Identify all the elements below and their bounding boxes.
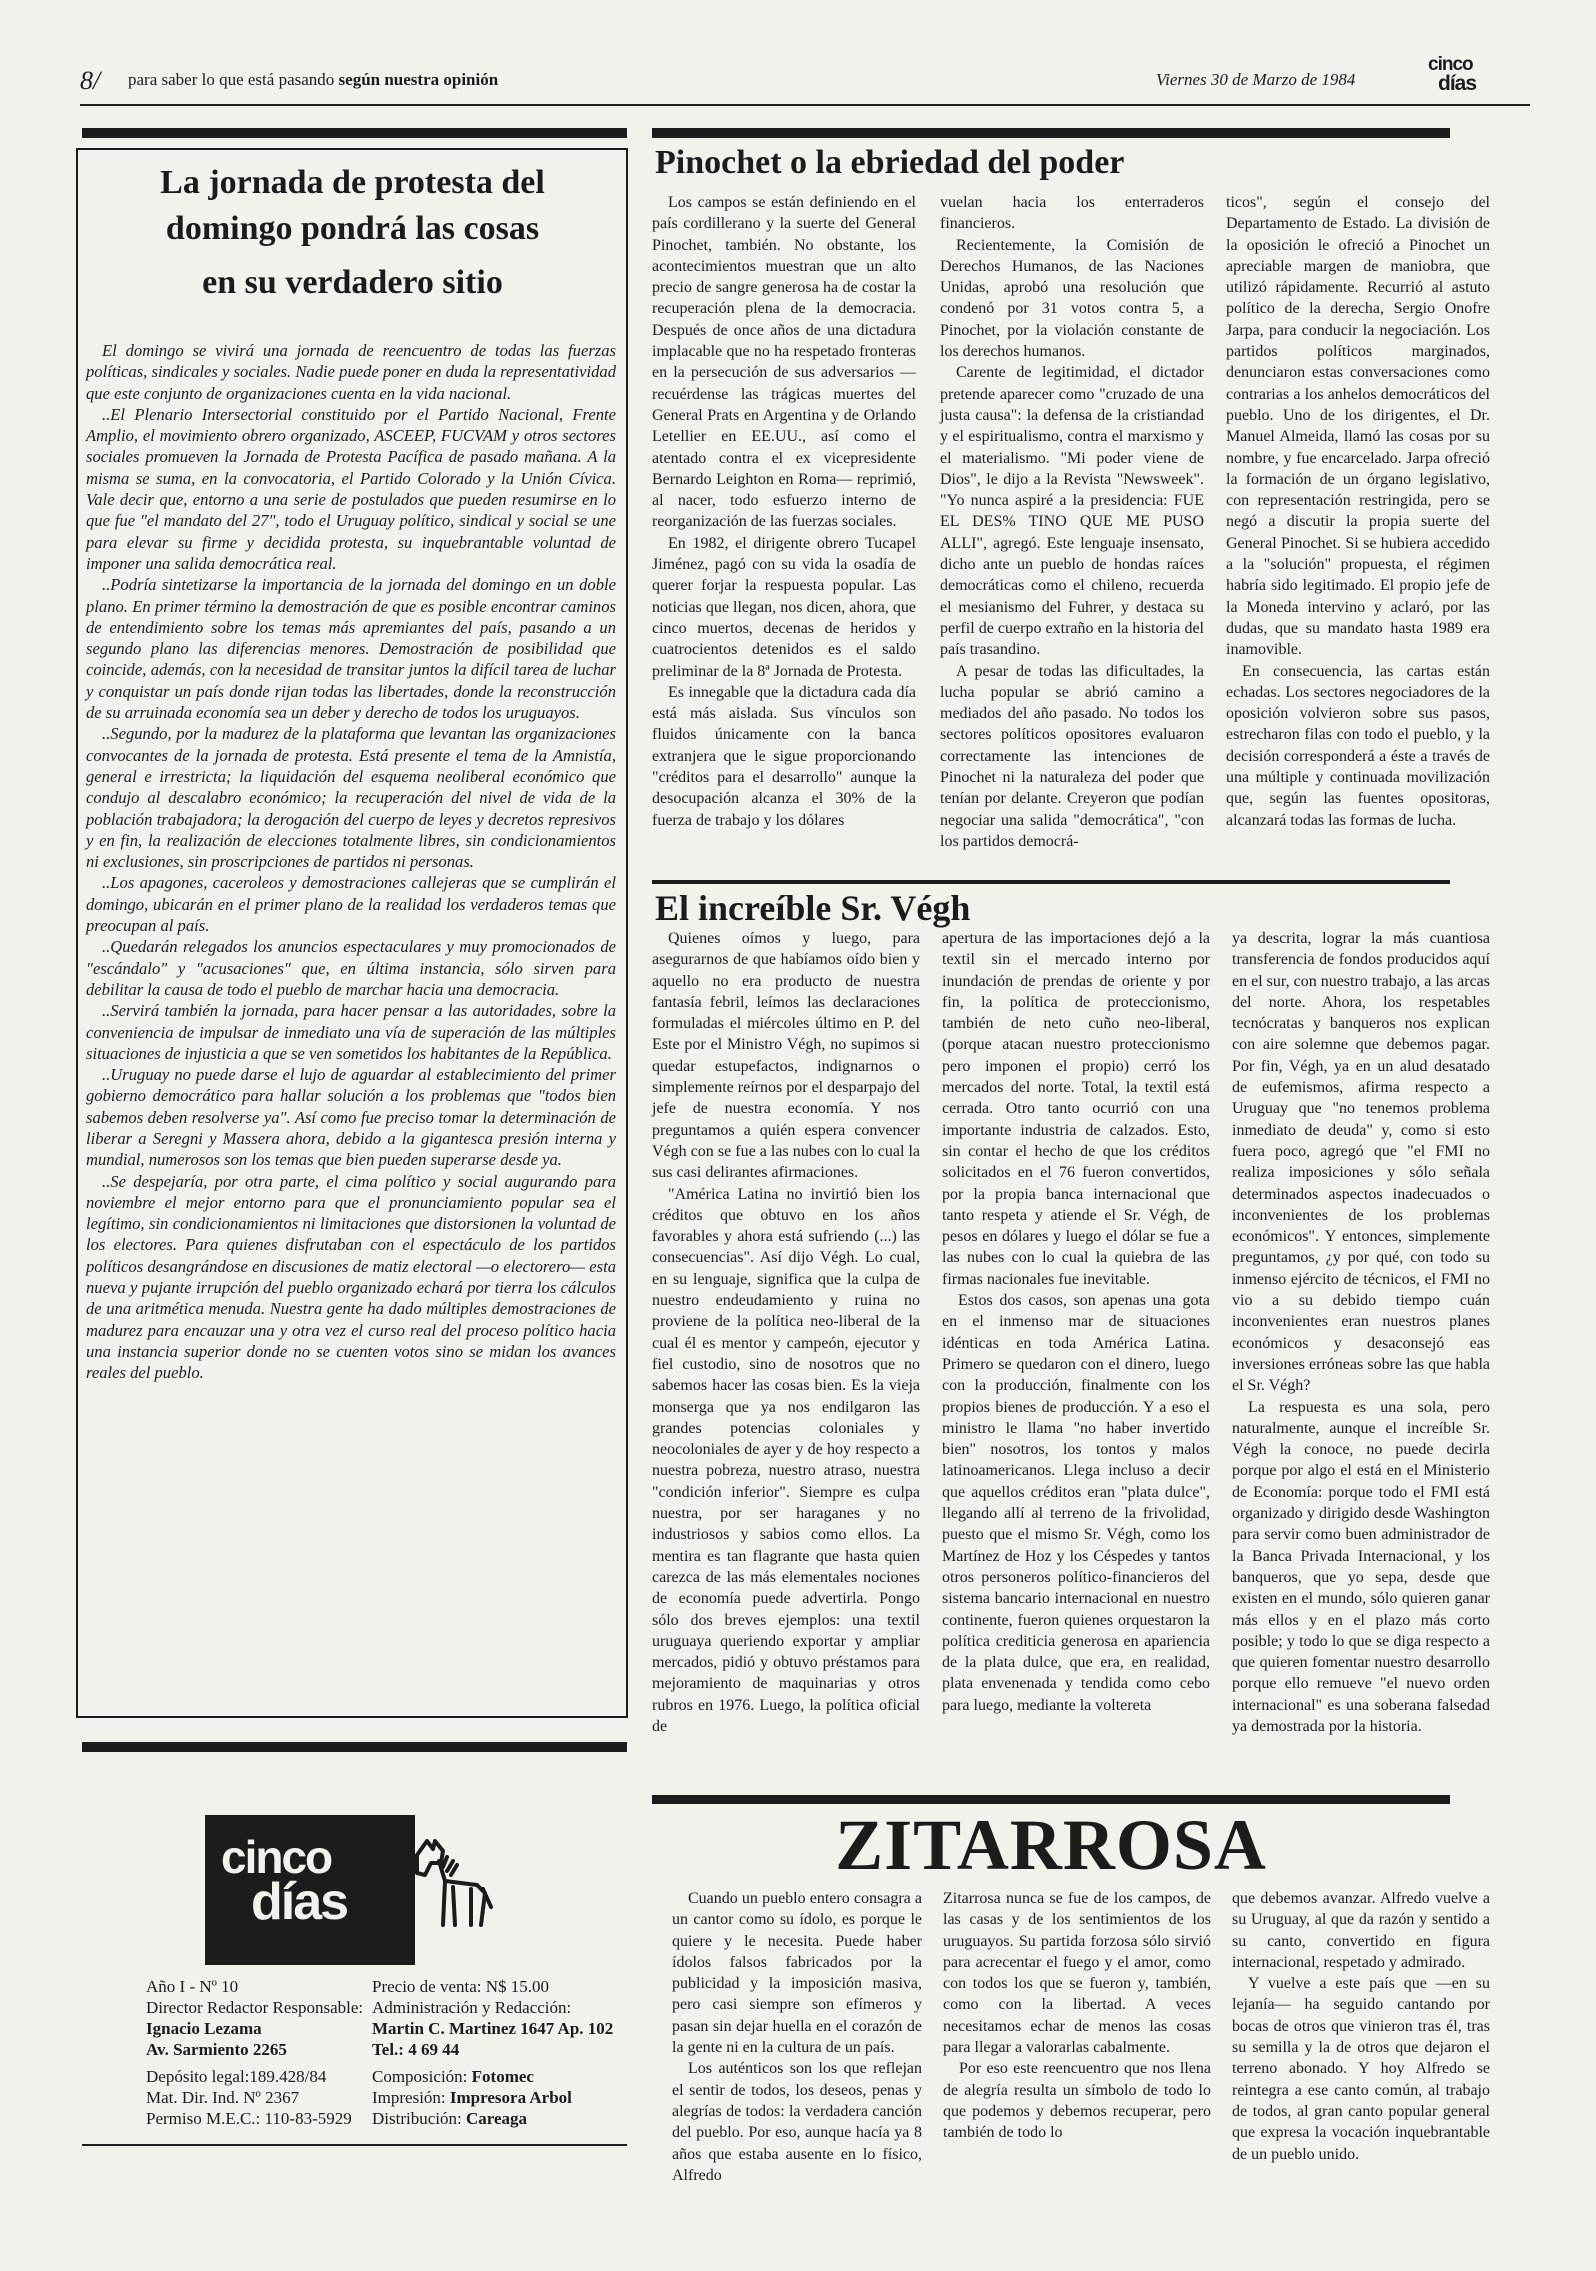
telephone: Tel.: 4 69 44 [372, 2040, 460, 2059]
zitarrosa-headline: ZITARROSA [835, 1805, 1267, 1885]
column-paragraph: En 1982, el dirigente obrero Tucapel Jiménez, pagó con su vida la osadía de querer forjar la respuesta popular. Las noticias que llegan, nos dicen, ahora, que cinco muertos, decenas de heridos y cuatrocientos detenidos es el saldo preliminar de la 8ª Jornada de Protesta. [652, 534, 916, 680]
composicion-value: Fotomec [471, 2067, 534, 2086]
column-paragraph: ya descrita, lograr la más cuantiosa transferencia de fondos producidos aquí en el sur, con nuestro trabajo, a las arcas del norte. Ahora, los respetables tecnócratas y banqueros nos explican con aire solemne que debemos pagar. Por fin, Végh, ya en un alud desatado de eufemismos, afirma respecto a Uruguay que "no tenemos problema inmediato de deuda" y, como si esto fuera poco, agregó que "el FMI no realiza imposiciones y sólo señala determinados aspectos inadecuados o inconvenientes de los problemas económicos". Y entonces, simplemente preguntamos, ¿y por qué, con todo su inmenso ejército de técnicos, el FMI no vio a su debido tiempo cuán inconvenientes eran nuestros planes económicos y desaconsejó eas inversiones erróneas sobre las que habla el Sr. Végh? [1232, 930, 1490, 1395]
horse-icon [395, 1815, 505, 1965]
column-paragraph: Es innegable que la dictadura cada día está más aislada. Sus vínculos son fluidos únicamente con la banca extranjera que le sigue proporcionando "créditos para el desarrollo" aunque la desocupación alcanza el 30% de la fuerza de trabajo y los dólares [652, 683, 916, 829]
composicion [372, 2066, 627, 2087]
pinochet-top-bar [652, 128, 1450, 138]
column-paragraph: A pesar de todas las dificultades, la lucha popular se abrió camino a mediados del año pasado. No todos los sectores políticos opositores evaluaron correctamente las intenciones de Pinochet ni la naturaleza del poder que tenían por delante. Creyeron que podían negociar una salida "democrática", "con los partidos democrá- [940, 662, 1204, 850]
pinochet-bottom-rule [652, 880, 1450, 884]
editorial-paragraph: ..Los apagones, caceroleos y demostraciones callejeras que se cumplirán el domingo, ubicarán en el primer plano de la realidad los verdaderos temas que preocupan al país. [86, 873, 616, 936]
tagline-bold: según nuestra opinión [338, 70, 499, 89]
year-number: Año I - Nº 10 [146, 1977, 239, 1996]
director-label: Director Redactor Responsable: [146, 1998, 364, 2017]
masthead-logo-bottom: días [1438, 72, 1477, 95]
logo-word-bottom: días [251, 1873, 348, 1931]
editorial-paragraph: ..El Plenario Intersectorial constituido por el Partido Nacional, Frente Amplio, el movimiento obrero organizado, ASCEEP, FUCVAM y otros sectores sociales promueven la Jornada de Protesta Pacífica de pasado mañana. A la misma se suma, en la convocatoria, el Partido Colorado y la Unión Cívica. Vale decir que, entorno a una serie de postulados que pueden resumirse en lo que fue "el mandato del 27", todo el Uruguay político, sindical y social se une para elevar su firme y decidida protesta, su inquebrantable voluntad de imponer una salida democrática real. [86, 404, 616, 573]
impresion-value: Impresora Arbol [449, 2088, 572, 2107]
masthead-logo-top: cinco [1428, 54, 1473, 75]
vegh-column-3 [1232, 928, 1490, 1737]
column-paragraph: ticos", según el consejo del Departamento de Estado. La división de la oposición le ofreció a Pinochet un apreciable margen de maniobra, que utilizó rápidamente. Recurrió al astuto político de la derecha, Sergio Onofre Jarpa, para conducir la negociación. Los partidos políticos marginados, denunciaron estas conversaciones como contrarias a los anhelos democráticos del pueblo. Uno de los dirigentes, el Dr. Manuel Almeida, llamó las cosas por su nombre, y fue encarcelado. Jarpa ofreció la formación de un órgano legislativo, con representación restringida, pero se negó a discutir la propia suerte del General Pinochet. Si se hubiera accedido a la "solución" propuesta, el régimen habría sido legitimado. El propio jefe de la Moneda intervino y aclaró, por las dudas, que su mandato hasta 1989 era inamovible. [1226, 194, 1490, 659]
masthead-logo [1428, 56, 1508, 96]
editorial-paragraph: ..Podría sintetizarse la importancia de la jornada del domingo en un doble plano. En primer término la demostración de que es posible encontrar caminos de entendimiento sobre los temas más apremiantes del país, pasando a un segundo plano las diferencias menores. Demostración de posibilidad que coincide, además, con la necesidad de transitar juntos la difícil tarea de luchar y conquistar un país donde rijan todas las libertades, donde la reconstrucción de su arruinada economía sea un deber y derecho de todos los uruguayos. [86, 575, 616, 723]
admin-label: Administración y Redacción: [372, 1998, 572, 2017]
column-paragraph: Recientemente, la Comisión de Derechos Humanos, de las Naciones Unidas, aprobó una resolución que condenó por 31 votos contra 5, a Pinochet, por la violación constante de los derechos humanos. [940, 236, 1204, 361]
vegh-column-1 [652, 928, 920, 1737]
zitarrosa-column-3 [1232, 1888, 1490, 2165]
zitarrosa-column-1 [672, 1888, 922, 2186]
editorial-headline-line-2: domingo pondrá las cosas [165, 210, 540, 247]
permiso: Permiso M.E.C.: 110-83-5929 [146, 2109, 352, 2128]
masthead-rule [80, 104, 1530, 106]
column-paragraph: Cuando un pueblo entero consagra a un cantor como su ídolo, es porque le quiere y le necesita. Puede haber ídolos falsos fabricados por la publicidad y la imposición masiva, pero casi siempre son efímeros y pasan sin dejar huella en el corazón de la gente ni en la cultura de un país. [672, 1890, 922, 2057]
column-paragraph: En consecuencia, las cartas están echadas. Los sectores negociadores de la oposición volvieron sobre sus pasos, estrecharon filas con todo el pueblo, y la decisión corresponderá a éste a través de una múltiple y continuada movilización que, según las fuentes opositoras, alcanzará todas las formas de lucha. [1226, 662, 1490, 829]
pinochet-column-1 [652, 192, 916, 831]
column-paragraph: apertura de las importaciones dejó a la textil sin el mercado interno por inundación de prendas de oriente y por fin, la política de proteccionismo, también de neto cuño neo-liberal, (porque atacan nuestro proteccionismo pero imponen el propio) cerró los mercados del norte. Total, la textil está cerrada. Otro tanto ocurrió con una importante industria de calzados. Esto, sin contar el hecho de que los créditos solicitados en el 76 fueron convertidos, por la propia banca internacional que tanto respeta y atiende el Sr. Végh, de pesos en dólares y luego el dólar se fue a las nubes con lo cual la quiebra de las firmas nacionales fue inevitable. [942, 930, 1210, 1288]
column-paragraph: vuelan hacia los enterraderos financieros. [940, 194, 1204, 233]
editorial-paragraph: ..Segundo, por la madurez de la plataforma que levantan las organizaciones convocantes de la jornada de protesta. Está presente el tema de la Amnistía, general e irrestricta; la liquidación del esquema neoliberal económico que condujo al descalabro económico; la recuperación del nivel de vida de la población trabajadora; la derogación del cuerpo de leyes y decretos represivos y en fin, la realización de elecciones totalmente libres, sin condicionamientos ni exclusiones, sin proscripciones de partidos ni personas. [86, 724, 616, 872]
composicion-label: Composición: [372, 2067, 472, 2086]
editorial-headline-line-3: en su verdadero sitio [202, 264, 503, 301]
ficha-bottom-rule [82, 2144, 627, 2146]
column-paragraph: Por eso este reencuentro que nos llena de alegría resulta un símbolo de todo lo que podemos y debemos recuperar, pero también de todo lo [943, 2060, 1211, 2142]
tagline-plain: para saber lo que está pasando [128, 70, 339, 89]
impresion [372, 2087, 627, 2108]
editorial-paragraph: ..Se despejaría, por otra parte, el cima político y social augurando para noviembre el mejor entorno para que el pronunciamiento popular sea el legítimo, sin condicionamientos ni limitaciones que distorsionen la voluntad de los electores. Para quienes disfrutaban con el espectáculo de los partidos políticos desangrándose en discusiones de matiz electoral —o electorero— esta nueva y pujante irrupción del pueblo organizado echará por tierra los cálculos de una aritmética menuda. Nuestra gente ha dado múltiples demostraciones de madurez para encauzar una y otra vez el curso real del proceso político hacia una instancia superior donde no se cuenten votos sino se midan los avances reales del pueblo. [86, 1171, 616, 1383]
vegh-headline: El increíble Sr. Végh [655, 888, 971, 928]
editorial-headline [80, 160, 625, 306]
column-paragraph: Carente de legitimidad, el dictador pretende aparecer como "cruzado de una justa causa": la defensa de la cristiandad y el espiritualismo, contra el marxismo y el materialismo. "Mi poder viene de Dios", le dijo a la Revista "Newsweek". "Yo nunca aspiré a la presidencia: FUE EL DES% TINO QUE ME PUSO ALLI", agregó. Este lenguaje insensato, dicho ante un pueblo de hondas raíces democráticas como el chileno, recuerda el mesianismo del Fuhrer, y destaca su perfil de cuerpo extraño en la historia del país trasandino. [940, 364, 1204, 659]
logo-word-top: cinco [221, 1831, 332, 1883]
price: Precio de venta: N$ 15.00 [372, 1977, 550, 1996]
distribucion-value: Careaga [465, 2109, 528, 2128]
deposito-legal: Depósito legal:189.428/84 [146, 2067, 327, 2086]
column-paragraph: Quienes oímos y luego, para asegurarnos de que habíamos oído bien y aquello no era producto de nuestra fantasía febril, leímos las declaraciones formuladas el miércoles último en P. del Este por el Ministro Végh, no supimos si quedar estupefactos, indignarnos o simplemente reírnos por el desparpajo del jefe de nuestra economía. Y nos preguntamos a quién espera convencer Végh con se fue a las nubes con lo cual la sus casi delirantes afirmaciones. [652, 930, 920, 1182]
editorial-paragraph: ..Servirá también la jornada, para hacer pensar a las autoridades, sobre la conveniencia de impulsar de inmediato una vía de superación de las múltiples situaciones de injusticia a que se ven sometidos los habitantes de la República. [86, 1001, 616, 1063]
pinochet-column-3 [1226, 192, 1490, 831]
editorial-paragraph: El domingo se vivirá una jornada de reencuentro de todas las fuerzas políticas, sindicales y sociales. Nadie puede poner en duda la representatividad que este conjunto de organizaciones cuenta en la vida nacional. [86, 341, 616, 403]
impresion-label: Impresión: [372, 2088, 450, 2107]
column-paragraph: Y vuelve a este país que —en su lejanía— ha seguido cantando por bocas de otros que vinieron tras él, tras su semilla y la de otros que dejaron el terreno abonado. Y hoy Alfredo se reintegra a ese canto común, al trabajo de todos, al gran canto popular general que expresa la vocación inquebrantable de un pueblo unido. [1232, 1975, 1490, 2163]
distribucion [372, 2108, 627, 2129]
ficha-top-bar [82, 1742, 627, 1752]
cinco-dias-logo [205, 1815, 415, 1965]
distribucion-label: Distribución: [372, 2109, 466, 2128]
pinochet-column-2 [940, 192, 1204, 852]
editorial-paragraph: ..Quedarán relegados los anuncios espectaculares y muy promocionados de "escándalo" y "acusaciones" que, en última instancia, sólo sirven para debilitar la causa de todo el pueblo de marchar hacia una democracia. [86, 937, 616, 999]
column-paragraph: Los campos se están definiendo en el país cordillerano y la suerte del General Pinochet, también. No obstante, los acontecimientos muestran que un alto precio de sangre generosa ha de costar la recuperación plena de la democracia. Después de once años de una dictadura implacable que no ha respetado fronteras en la persecución de sus adversarios —recuérdense las trágicas muertes del General Prats en Argentina y de Orlando Letellier en EE.UU., así como el atentado contra el ex vicepresidente Bernardo Leighton en Roma— reprimió, al nacer, todo esfuerzo interno de reorganización de las fuerzas sociales. [652, 194, 916, 531]
masthead [80, 54, 1530, 100]
column-paragraph: La respuesta es una sola, pero naturalmente, aunque el increíble Sr. Végh la conoce, no puede decirla porque por algo el está en el Ministerio de Economía: porque todo el FMI está organizado y dirigido desde Washington para servir como buen administrador de la Banca Privada Internacional, y los banqueros, que yo sepa, desde que existen en el mundo, sólo quieren ganar más ellos y en el plazo más corto posible; y todo lo que se diga respecto a que quieren fomentar nuestro desarrollo porque ello remueve "el nuevo orden internacional" es una soberana falsedad ya demostrada por la historia. [1232, 1398, 1490, 1735]
editorial-top-bar [82, 128, 627, 138]
matricula: Mat. Dir. Ind. Nº 2367 [146, 2088, 300, 2107]
ficha-left [146, 1976, 376, 2129]
masthead-tagline [128, 70, 498, 90]
column-paragraph: Zitarrosa nunca se fue de los campos, de las casas y de los sentimientos de los uruguayos. Su partida forzosa sólo sirvió para acrecentar el fuego y el amor, como con todos los que se fueron y, también, como con la libertad. A veces necesitamos echar de menos las cosas para llegar a valorarlas cabalmente. [943, 1890, 1211, 2057]
column-paragraph: que debemos avanzar. Alfredo vuelve a su Uruguay, al que da razón y sentido a su canto, convertido en figura internacional, respetado y admirado. [1232, 1890, 1490, 1971]
director-name: Ignacio Lezama [146, 2019, 262, 2038]
editorial-headline-line-1: La jornada de protesta del [160, 164, 545, 201]
column-paragraph: Los auténticos son los que reflejan el sentir de todos, los deseos, penas y alegrías de todos: la verdadera canción del pueblo. Por eso, aunque hacía ya 8 años que estaba ausente en lo físico, Alfredo [672, 2060, 922, 2184]
column-paragraph: Estos dos casos, son apenas una gota en el inmenso mar de situaciones idénticas en toda América Latina. Primero se quedaron con el dinero, luego con la producción, finalmente con los propios bienes de producción. Y a eso el ministro le llama "no haber invertido bien" nosotros, los tontos y malos latinoamericanos. Llega incluso a decir que aquellos créditos eran "plata dulce", llegando allí al terreno de la frivolidad, puesto que el mismo Sr. Végh, como los Martínez de Hoz y los Céspedes y tantos otros personeros político-financieros del sistema bancario internacional en nuestro continente, fueron quienes orquestaron la política crediticia generosa en apariencia de la plata dulce, que era, en realidad, plata envenenada y tendida como cebo para luego, mediante la voltereta [942, 1292, 1210, 1714]
issue-date: Viernes 30 de Marzo de 1984 [1156, 70, 1356, 89]
ficha-right [372, 1976, 627, 2129]
admin-address: Martin C. Martinez 1647 Ap. 102 [372, 2019, 614, 2038]
pinochet-headline: Pinochet o la ebriedad del poder [655, 144, 1125, 181]
page-number: 8/ [80, 66, 101, 95]
zitarrosa-column-2 [943, 1888, 1211, 2144]
editorial-body [86, 340, 616, 1384]
editorial-paragraph: ..Uruguay no puede darse el lujo de aguardar al establecimiento del primer gobierno democrático para hallar solución a los problemas que "todos bien sabemos deben resolverse ya". Así como fue preciso tomar la determinación de liberar a Seregni y Massera ahora, debido a la gigantesca presión interna y mundial, numerosos son los temas que bien pueden superarse desde ya. [86, 1065, 616, 1170]
director-address: Av. Sarmiento 2265 [146, 2040, 287, 2059]
column-paragraph: "América Latina no invirtió bien los créditos que obtuvo en los años favorables y ahora está sufriendo (...) las consecuencias". Así dijo Végh. Lo cual, en su lenguaje, significa que la culpa de nuestro endeudamiento y ruina no proviene de la política neo-liberal de la cual él es mentor y campeón, ejecutor y fiel custodio, sino de nosotros que no sabemos hacer las cosas bien. Es la vieja monserga que ya nos endilgaron las grandes potencias coloniales y neocoloniales de ayer y de hoy respecto a nuestra pobreza, nuestro atraso, nuestra "condición inferior". Siempre es culpa nuestra, por ser haraganes y no industriosos y sabios como ellos. La mentira es tan flagrante que hasta quien carezca de las más elementales nociones de economía puede advertirla. Pongo sólo dos breves ejemplos: una textil uruguaya queriendo exportar y ampliar mercados, pidió y obtuvo préstamos para mejoramiento de maquinarias y otros rubros en 1976. Luego, la política oficial de [652, 1185, 920, 1735]
vegh-column-2 [942, 928, 1210, 1716]
